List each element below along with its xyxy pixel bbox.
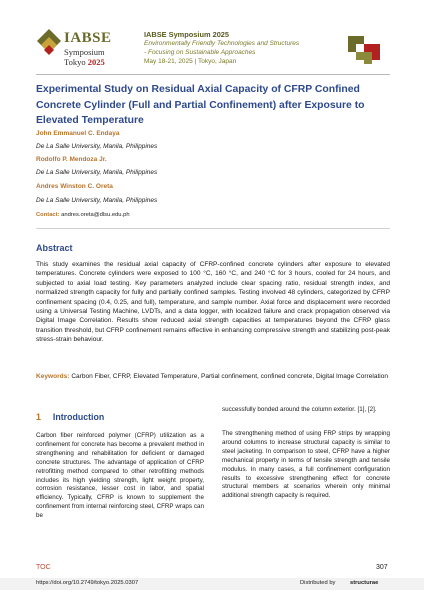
logo-name: IABSE <box>64 30 112 46</box>
logo-line2: Symposium <box>64 47 105 57</box>
contact-email-link[interactable]: andres.oreta@dlsu.edu.ph <box>61 212 130 218</box>
author-3-name: Andres Winston C. Oreta <box>36 183 113 190</box>
section-1-heading <box>36 412 104 422</box>
intro-right-column-para2: The strengthening method of using FRP strips by wrapping around columns to increase structural capacity is similar to steel jacketing. In comparison to steel, CFRP have a higher mechanical property in terms of tensile strength and tensile modulus. In many cases, a full confinement configuration results to excessive strengthening effect for concrete structural members at scenarios wherein only minimal additional strength capacity is required. <box>222 430 390 500</box>
paper-title: Experimental Study on Residual Axial Capacity of CFRP Confined Concrete Cylinder (Full and Partial Confinement) after Exposure to Elevated Temperature <box>36 84 365 126</box>
section-title: Introduction <box>52 412 105 422</box>
distributed-by-label: Distributed by <box>300 580 336 586</box>
toc-link[interactable]: TOC <box>36 564 51 571</box>
abstract-heading: Abstract <box>36 243 73 253</box>
conference-title: IABSE Symposium 2025 <box>144 30 230 39</box>
intro-left-column: Carbon fiber reinforced polymer (CFRP) utilization as a confinement for concrete has become a prevalent method in strengthening and rehabilitation for deficient or damaged concrete structures. The advantage of application of CFRP retrofitting method compared to other retrofitting methods includes its high yielding strength, light weight property, corrosion resistance, lesser cost in labor, and spatial efficiency. Typically, CFRP is known to supplement the confinement from internal reinforcing steel, CFRP wraps can be <box>36 432 204 520</box>
contact-line <box>36 212 130 218</box>
author-1-name: John Emmanuel C. Endaya <box>36 130 120 137</box>
page-number: 307 <box>376 564 388 571</box>
contact-label: Contact: <box>36 212 60 218</box>
iabse-logo <box>36 28 128 72</box>
doi-link[interactable]: https://doi.org/10.2749/tokyo.2025.0307 <box>36 580 139 586</box>
keywords-label: Keywords: <box>36 373 70 380</box>
logo-line3: Tokyo 2025 <box>64 57 105 67</box>
conference-subtitle-line2: - Focusing on Sustainable Approaches <box>144 49 256 56</box>
keywords-list: Carbon Fiber, CFRP, Elevated Temperature, Partial confinement, confined concrete, Digital Image Correlation <box>71 373 389 380</box>
conference-date-location: May 18-21, 2025 | Tokyo, Japan <box>144 58 237 65</box>
author-2-name: Rodolfo P. Mendoza Jr. <box>36 156 107 163</box>
author-2-affiliation: De La Salle University, Manila, Philippines <box>36 169 158 176</box>
structurae-logo: structurae <box>350 580 379 586</box>
keywords <box>36 372 390 381</box>
header-divider <box>36 74 390 75</box>
conference-subtitle-line1: Environmentally Friendly Technologies and Structures <box>144 40 300 47</box>
abstract-divider <box>36 228 390 229</box>
author-3-affiliation: De La Salle University, Manila, Philippines <box>36 197 158 204</box>
author-1-affiliation: De La Salle University, Manila, Philippines <box>36 143 158 150</box>
corner-decoration-icon <box>344 32 384 68</box>
section-number: 1 <box>36 412 41 422</box>
intro-right-column-para1: successfully bonded around the column exterior. [1], [2]. <box>222 406 377 413</box>
abstract-text: This study examines the residual axial capacity of CFRP-confined concrete cylinders after exposure to elevated temperatures. Concrete cylinders were exposed to 100 °C, 160 °C, and 240 °C for 3 hours, cooled for 24 hours, and subjected to axial load testing. Key parameters analyzed include clear spacing ratio, residual strength index, and normalized strength capacity for fully and partially confined samples. Testing involved 48 cylinders, categorized by CFRP confinement spacing (0.4, 0.25, and full), temperature, and sample number. Axial force and displacement were recorded using a Universal Testing Machine, LVDTs, and a data logger, with localized failure and crack propagation observed via Digital Image Correlation. Results show reduced axial strength capacities at temperatures beyond the CFRP glass transition threshold, but CFRP confinement remains effective in enhancing compressive strength and stabilizing post-peak stress-strain behaviour. <box>36 261 390 344</box>
iabse-logo-mark-icon <box>36 28 62 62</box>
